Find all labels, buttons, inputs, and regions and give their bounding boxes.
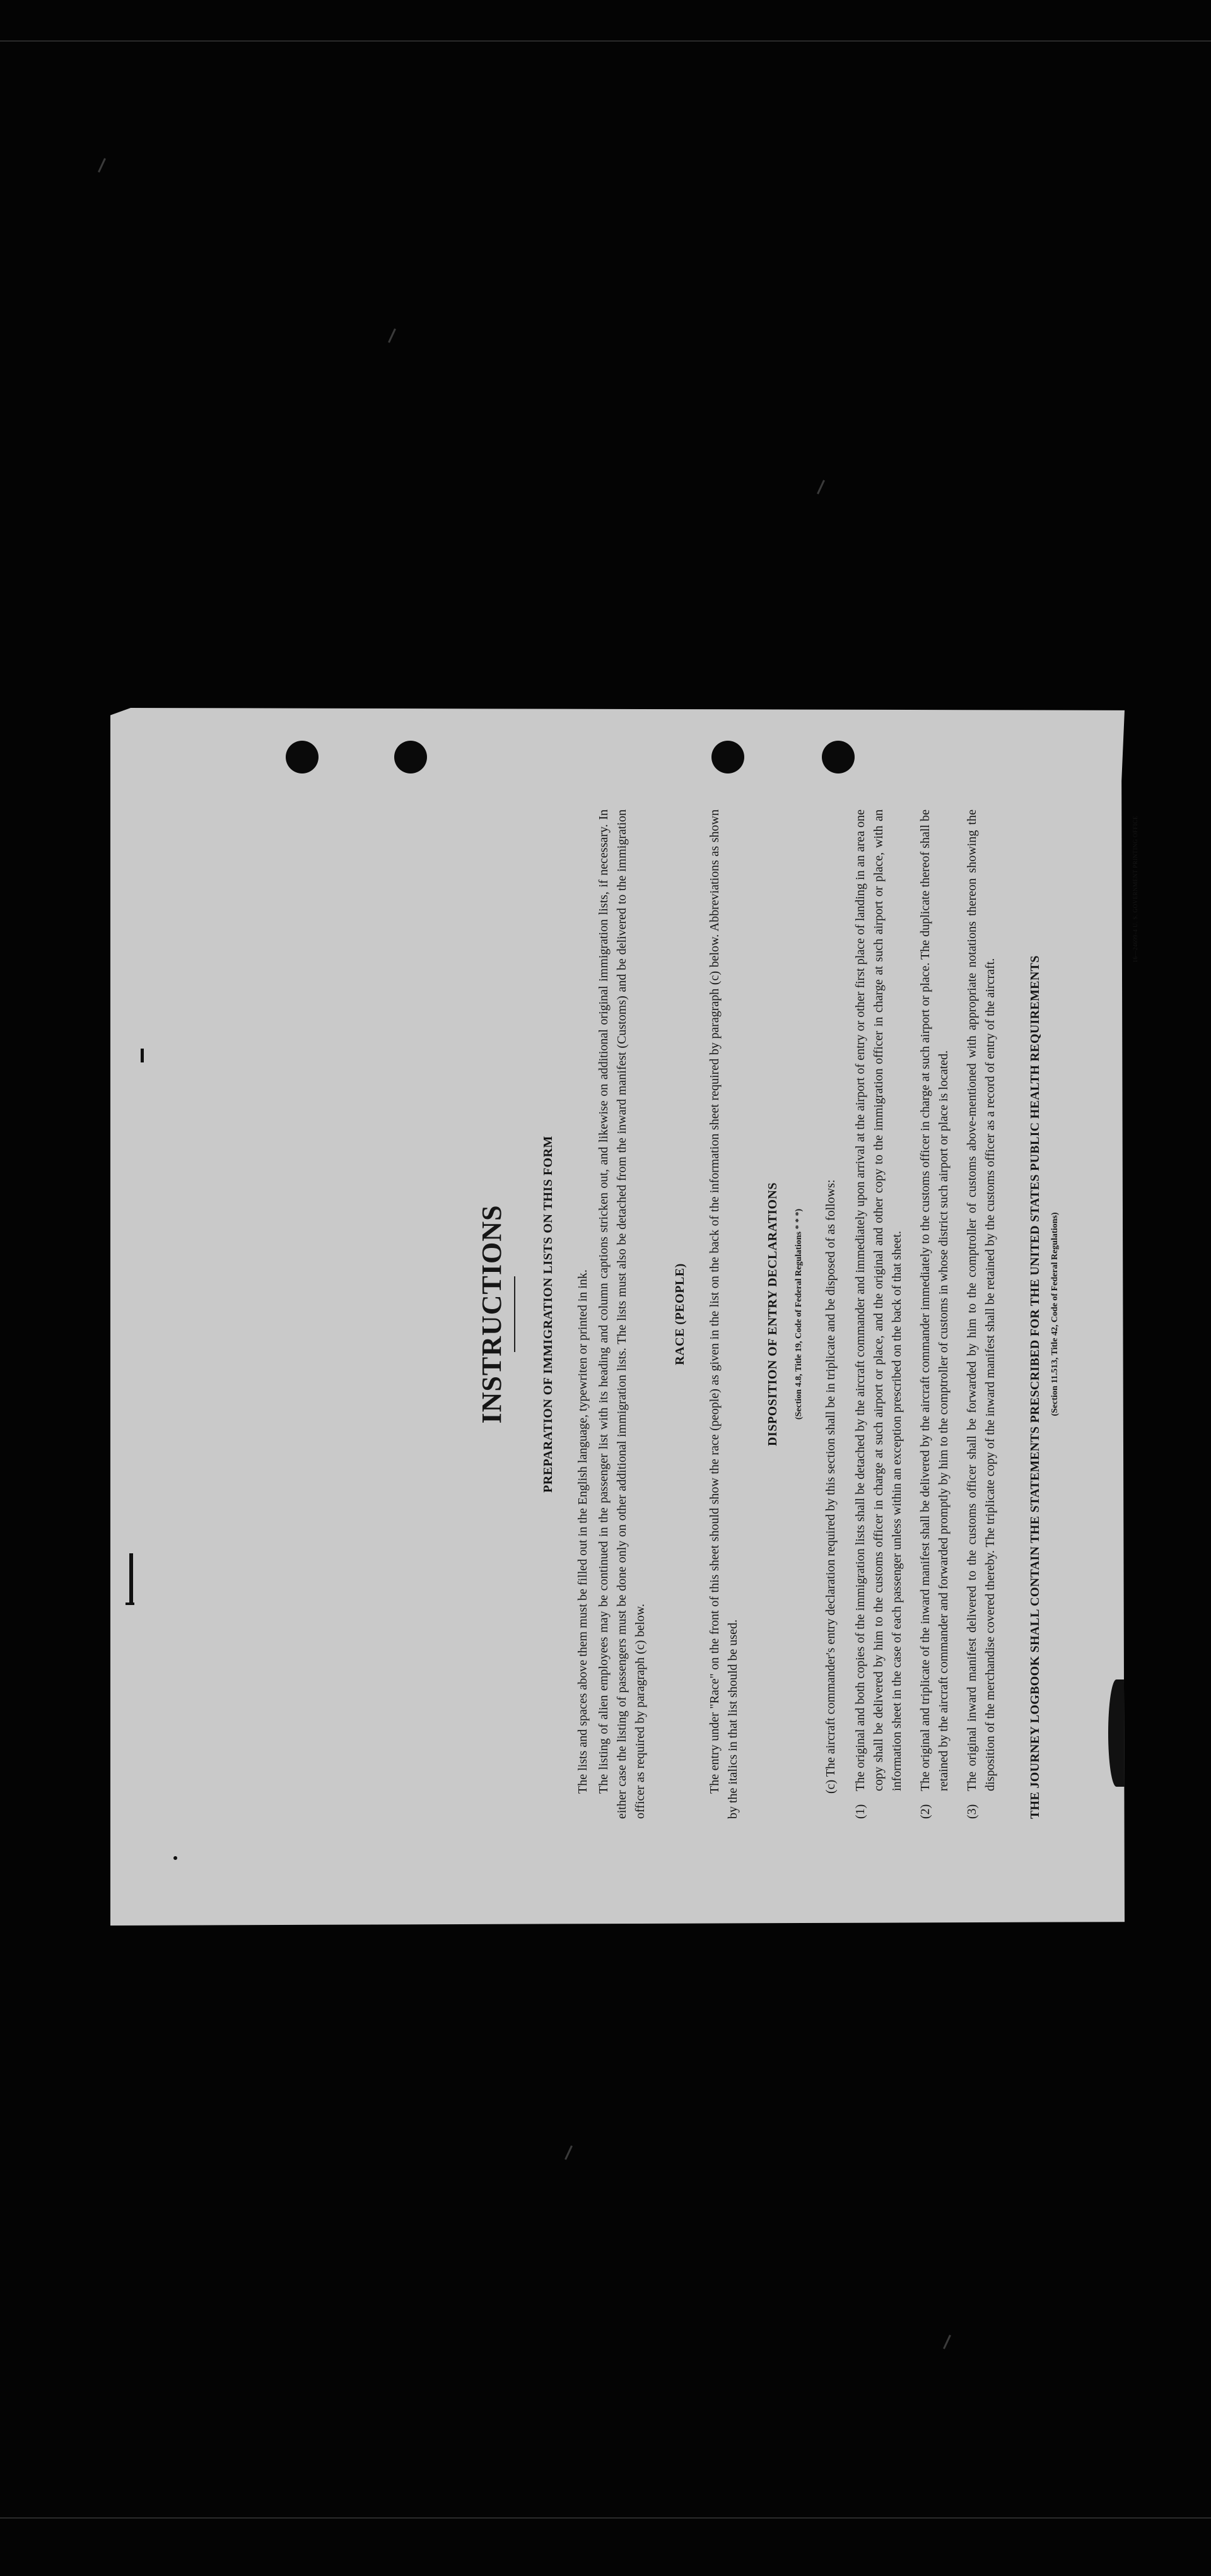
race-para: The entry under "Race" on the front of this sheet should show the race (people) as given in the list on the back of the information sheet required by paragraph (c) below. Abbreviations as shown by the italics in that list should be used.	[708, 809, 740, 1819]
logbook-citation: (Section 11.513, Title 42, Code of Federal Regulations)	[1050, 1212, 1060, 1416]
punch-hole	[286, 741, 319, 773]
item-text: The original inward manifest delivered to the customs officer shall be forwarded by him to the comptroller of customs above-mentioned with appropriate notations thereon showing the disposition of the merchandise covered thereby. The triplicate copy of the inward manifest shall be retained by the customs officer as a record of entry of the aircraft.	[965, 809, 997, 1791]
scan-line	[0, 40, 1211, 42]
item-number: (1)	[853, 1804, 867, 1819]
pen-mark	[141, 1049, 144, 1062]
race-heading: RACE (PEOPLE)	[673, 1263, 687, 1365]
pen-mark	[129, 1553, 133, 1604]
scan-line	[0, 2517, 1211, 2519]
item-number: (2)	[918, 1804, 932, 1819]
immigration-para-1: The lists and spaces above them must be filled out in the English language, typewriten or printed in ink.	[576, 1269, 590, 1794]
printer-imprint: 16—24699-4 U. S. GOVERNMENT PRINTING OFFICE	[1132, 816, 1138, 963]
item-number: (3)	[965, 1804, 979, 1819]
item-text: The original and triplicate of the inward manifest shall be delivered by the aircraft commander immediately to the customs officer in charge at such airport or place. The duplicate thereof shall be retained by the aircraft commander and forwarded promptly by him to the comptroller of customs in whose district such airport or place is located.	[918, 809, 951, 1791]
punch-hole	[711, 741, 744, 773]
pen-mark	[126, 1603, 134, 1605]
disposition-item	[851, 809, 906, 1819]
immigration-para-2: The listing of alien employees may be continued in the passenger list with its heading and column captions stricken out, and likewise on additional original immigration lists, if necessary. In either case the listing of passengers must be done only on other additional immigration lists. The lists must also be detached from the inward manifest (Customs) and be delivered to the immigration officer as required by paragraph (c) below.	[597, 809, 647, 1819]
logbook-statement: THE JOURNEY LOGBOOK SHALL CONTAIN THE STATEMENTS PRESCRIBED FOR THE UNITED STATES PUBLIC HEALTH REQUIREMENTS	[1028, 955, 1042, 1819]
title-rule	[514, 1276, 515, 1352]
disposition-item	[916, 809, 953, 1819]
punch-hole	[394, 741, 427, 773]
disposition-heading: DISPOSITION OF ENTRY DECLARATIONS	[766, 1182, 780, 1446]
page-title: INSTRUCTIONS	[476, 1204, 507, 1424]
disposition-intro: (c) The aircraft commander's entry declaration required by this section shall be in triplicate and be disposed of as follows:	[824, 1179, 838, 1794]
punch-hole	[822, 741, 855, 773]
item-text: The original and both copies of the immigration lists shall be detached by the aircraft commander and immediately upon arrival at the airport of entry or other first place of landing in an area one copy shall be delivered by him to the customs officer in charge at such airport or place, and the original and other copy to the immigration officer in charge at such airport or place, with an information sheet in the case of each passenger unless within an exception prescribed on the back of that sheet.	[853, 809, 904, 1791]
instructions-text	[476, 809, 1138, 1819]
disposition-item	[963, 809, 1000, 1819]
immigration-heading: PREPARATION OF IMMIGRATION LISTS ON THIS FORM	[541, 1136, 555, 1493]
dot-mark	[173, 1856, 177, 1860]
disposition-citation: (Section 4.8, Title 19, Code of Federal Regulations * * *)	[794, 1208, 804, 1420]
paper-tear	[1108, 1679, 1125, 1787]
